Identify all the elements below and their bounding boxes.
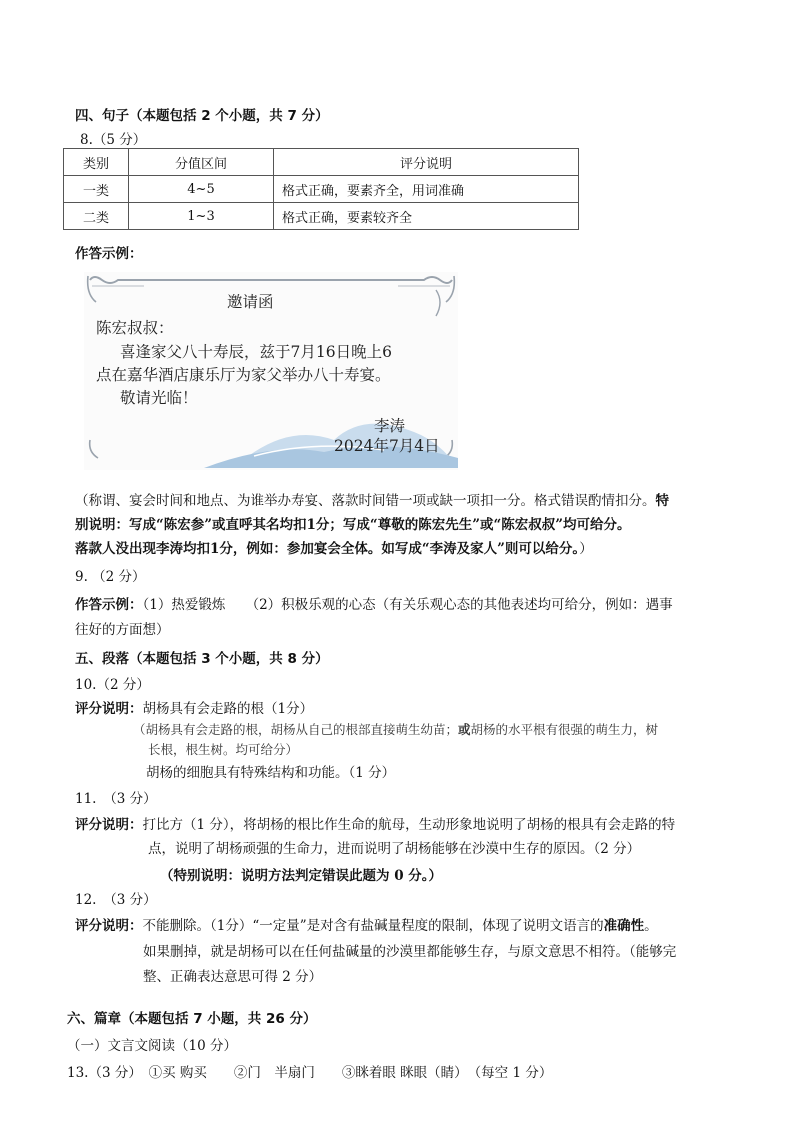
- question-11-number: 11. （3 分）: [75, 791, 157, 807]
- section-4-heading: 四、句子（本题包括 2 个小题，共 7 分）: [75, 108, 329, 124]
- question-8-number: 8.（5 分）: [80, 132, 147, 148]
- card-signer: 李涛: [374, 417, 406, 435]
- q10-supplement-line: 长根，根生树。均可给分）: [148, 742, 299, 757]
- q8-note-line: 别说明：写成“陈宏参”或直呼其名均扣1分；写成“尊敬的陈宏先生”或“陈宏叔叔”均可给分。: [75, 517, 631, 533]
- q11-scoring-line: [75, 813, 675, 833]
- q12-answer-bold: 准确性: [603, 918, 645, 934]
- question-10-number: 10.（2 分）: [75, 677, 150, 693]
- table-header-cell: 评分说明: [274, 149, 579, 176]
- table-cell: 一类: [64, 176, 129, 203]
- card-title: 邀请函: [227, 293, 274, 311]
- q8-note-line: [75, 537, 593, 557]
- card-body-line: 点在嘉华酒店康乐厅为家父举办八十寿宴。: [96, 366, 391, 384]
- q8-note-bold: 特: [655, 493, 669, 509]
- q10-answer-text: 胡杨具有会走路的根（1分）: [142, 701, 314, 717]
- question-13-answer: 13.（3 分） ①买 购买 ②门 半扇门 ③眯着眼 眯眼（睛） （每空 1 分）: [67, 1065, 553, 1081]
- table-cell: 4~5: [129, 176, 274, 203]
- q11-special-note: （特别说明：说明方法判定错误此题为 0 分。）: [160, 868, 443, 884]
- q8-note-bold: 落款人没出现李涛均扣1分，例如：参加宴会全体。如写成“李涛及家人”则可以给分。: [75, 541, 580, 557]
- q10-supplement-bold: 或: [458, 722, 471, 737]
- card-date: 2024年7月4日: [334, 437, 440, 455]
- subsection-heading: （一）文言文阅读（10 分）: [67, 1038, 237, 1054]
- question-9-number: 9. （2 分）: [75, 569, 146, 585]
- q8-note-line: [75, 489, 669, 509]
- q12-scoring-line: [75, 914, 658, 934]
- section-5-heading: 五、段落（本题包括 3 个小题，共 8 分）: [75, 651, 329, 667]
- scoring-label: 评分说明：: [75, 918, 143, 934]
- q10-supplement-line: [133, 720, 658, 738]
- invitation-card-image: [84, 272, 458, 470]
- q9-answer-line: [75, 593, 673, 613]
- card-body-line: 敬请光临！: [120, 389, 198, 407]
- q9-example-label: 作答示例：: [75, 597, 143, 613]
- table-header-cell: 类别: [64, 149, 129, 176]
- q12-answer-text: 。: [644, 918, 658, 934]
- q9-answer-text: （1）热爱锻炼 （2）积极乐观的心态（有关乐观心态的其他表述均可给分，例如：遇事: [142, 597, 673, 613]
- q12-answer-text: 不能删除。（1分）“一定量”是对含有盐碱量程度的限制，体现了说明文语言的: [142, 918, 604, 934]
- q11-answer-line: 点，说明了胡杨顽强的生命力，进而说明了胡杨能够在沙漠中生存的原因。（2 分）: [148, 841, 641, 857]
- q10-scoring-line: [75, 697, 313, 717]
- q8-note-text: ）: [579, 541, 593, 557]
- question-12-number: 12. （3 分）: [75, 892, 157, 908]
- q10-answer-line: 胡杨的细胞具有特殊结构和功能。（1 分）: [146, 765, 396, 781]
- scoring-table: [63, 148, 579, 230]
- table-cell: 二类: [64, 203, 129, 230]
- q11-answer-text: 打比方（1 分），将胡杨的根比作生命的航母，生动形象地说明了胡杨的根具有会走路的特: [142, 817, 676, 833]
- q12-answer-line: 如果删掉，就是胡杨可以在任何盐碱量的沙漠里都能够生存，与原文意思不相符。（能够完: [143, 944, 677, 960]
- table-header-row: [64, 149, 579, 176]
- q9-answer-line: 往好的方面想）: [75, 622, 170, 638]
- table-row: [64, 203, 579, 230]
- table-row: [64, 176, 579, 203]
- scoring-label: 评分说明：: [75, 701, 143, 717]
- scoring-label: 评分说明：: [75, 817, 143, 833]
- section-6-heading: 六、篇章（本题包括 7 小题，共 26 分）: [67, 1011, 317, 1027]
- card-salutation: 陈宏叔叔：: [96, 319, 174, 337]
- example-label: 作答示例：: [75, 246, 143, 262]
- table-cell: 格式正确，要素齐全，用词准确: [274, 176, 579, 203]
- q10-supplement-text: （胡杨具有会走路的根，胡杨从自己的根部直接萌生幼苗；: [133, 722, 459, 737]
- q10-supplement-text: 胡杨的水平根有很强的萌生力，树: [470, 722, 659, 737]
- q8-note-text: （称谓、宴会时间和地点、为谁举办寿宴、落款时间错一项或缺一项扣一分。格式错误酌情扣分。: [75, 493, 656, 509]
- q12-answer-line: 整、正确表达意思可得 2 分）: [143, 969, 323, 985]
- table-header-cell: 分值区间: [129, 149, 274, 176]
- card-body-line: 喜逢家父八十寿辰，兹于7月16日晚上6: [120, 343, 392, 361]
- table-cell: 1~3: [129, 203, 274, 230]
- table-cell: 格式正确，要素较齐全: [274, 203, 579, 230]
